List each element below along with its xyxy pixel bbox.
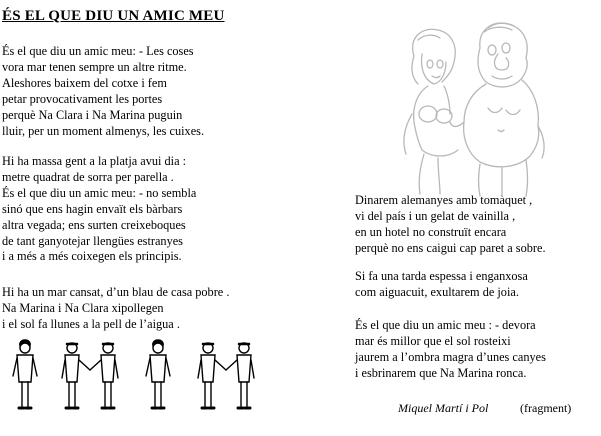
author-credit: Miquel Martí i Pol: [398, 401, 489, 415]
poem-line: Hi ha un mar cansat, d’un blau de casa pobre .: [2, 285, 230, 299]
stanza-4: [355, 193, 546, 257]
woman-figure-icon: [146, 340, 170, 408]
stanza-6: [355, 318, 546, 382]
poem-line: vora mar tenen sempre un altre ritme.: [2, 59, 187, 74]
poem-line: metre quadrat de sorra per parella .: [2, 169, 174, 184]
poem-title: ÉS EL QUE DIU UN AMIC MEU: [2, 8, 225, 24]
poem-line: i esbrinarem que Na Marina ronca.: [355, 365, 527, 380]
stanza-3: [2, 285, 229, 333]
poem-line: altra vegada; ens surten creixeboques: [2, 217, 186, 232]
poem-line: en un hotel no construït encara: [355, 224, 507, 239]
stick-figures-row: [8, 336, 278, 416]
couple-illustration: [388, 18, 548, 200]
poem-line: vi del país i un gelat de vainilla ,: [355, 208, 516, 223]
poem-line: És el que diu un amic meu: - no sembla: [2, 185, 197, 200]
poem-line: de tant ganyotejar llengües estranyes: [2, 233, 183, 248]
stanza-2: [2, 154, 196, 265]
poem-line: Aleshores baixem del cotxe i fem: [2, 75, 167, 90]
poem-line: Dinarem alemanyes amb tomàquet ,: [355, 193, 533, 207]
stanza-1: [2, 44, 204, 139]
man-figure-icon: [198, 343, 226, 408]
poem-line: mar és millor que el sol rosteixi: [355, 333, 511, 348]
poem-line: perquè no ens caigui cap paret a sobre.: [355, 240, 546, 255]
man-figure-icon: [62, 343, 90, 408]
poem-line: perquè Na Clara i Na Marina puguin: [2, 107, 183, 122]
poem-line: petar provocativament les portes: [2, 91, 163, 106]
poem-line: i a més a més coixegen els principis.: [2, 249, 182, 264]
poem-line: i el sol fa llunes a la pell de l’aigua .: [2, 316, 180, 331]
man-figure-icon: [90, 343, 118, 408]
poem-line: sinó que ens hagin envaït els bàrbars: [2, 201, 183, 216]
fragment-note: (fragment): [520, 401, 572, 415]
poem-line: com aiguacuit, exultarem de joia.: [355, 284, 519, 299]
poem-line: jaurem a l’ombra magra d’unes canyes: [355, 349, 546, 364]
man-figure-icon: [226, 343, 254, 408]
poem-line: Hi ha massa gent a la platja avui dia :: [2, 154, 187, 168]
poem-line: Na Marina i Na Clara xipollegen: [2, 300, 164, 315]
poem-line: És el que diu un amic meu: - Les coses: [2, 44, 194, 58]
poem-line: lluir, per un moment almenys, les cuixes.: [2, 123, 205, 138]
poem-line: És el que diu un amic meu : - devora: [355, 318, 536, 332]
woman-figure-icon: [13, 340, 37, 408]
poem-line: Si fa una tarda espessa i enganxosa: [355, 269, 528, 283]
stanza-5: [355, 269, 528, 301]
